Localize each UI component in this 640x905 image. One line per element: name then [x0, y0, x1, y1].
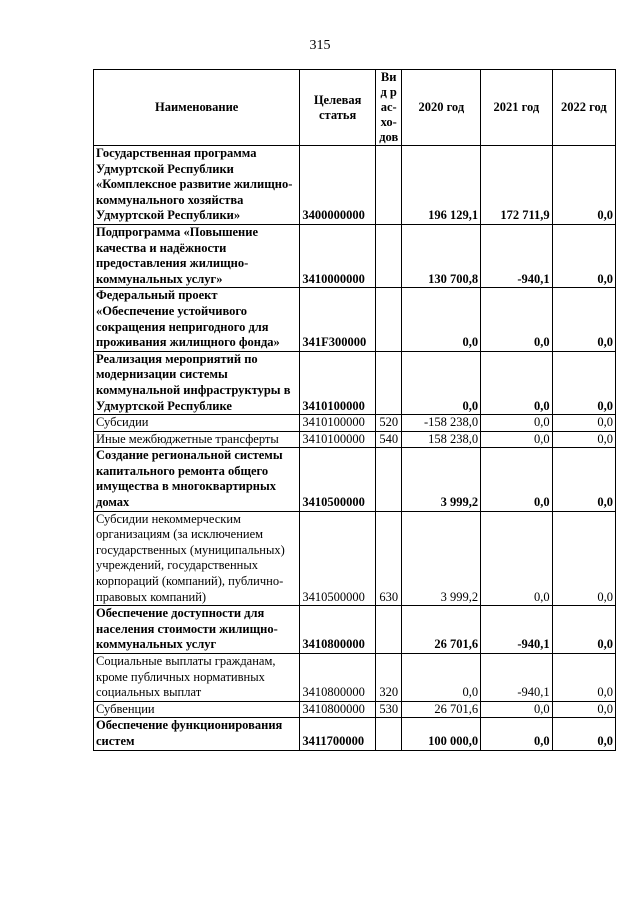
row-2021: -940,1: [481, 224, 553, 287]
row-name: Субсидии: [94, 415, 300, 432]
row-code: 3410500000: [300, 448, 376, 511]
row-2020: 0,0: [402, 288, 481, 351]
table-row: [94, 654, 616, 702]
row-2020: 196 129,1: [402, 146, 481, 225]
header-target-article: Целевая статья: [300, 70, 376, 146]
row-kind: [375, 448, 402, 511]
row-name: Обеспечение функционирования систем: [94, 718, 300, 750]
row-2020: 130 700,8: [402, 224, 481, 287]
row-kind: [375, 351, 402, 414]
table-row: [94, 431, 616, 448]
row-2021: -940,1: [481, 606, 553, 654]
row-2021: -940,1: [481, 654, 553, 702]
row-name: Обеспечение доступности для населения стоимости жилищно-коммунальных услуг: [94, 606, 300, 654]
row-2021: 0,0: [481, 431, 553, 448]
table-row: [94, 448, 616, 511]
row-code: 3410100000: [300, 351, 376, 414]
table-row: [94, 415, 616, 432]
row-kind: 520: [375, 415, 402, 432]
budget-table: [93, 69, 616, 751]
row-code: 3410000000: [300, 224, 376, 287]
row-name: Реализация мероприятий по модернизации системы коммунальной инфраструктуры в Удмуртской Республике: [94, 351, 300, 414]
row-kind: 320: [375, 654, 402, 702]
table-row: [94, 606, 616, 654]
row-name: Подпрограмма «Повышение качества и надёжности предоставления жилищно-коммунальных услуг»: [94, 224, 300, 287]
header-2020: 2020 год: [402, 70, 481, 146]
row-2022: 0,0: [552, 511, 615, 606]
row-kind: [375, 718, 402, 750]
row-2022: 0,0: [552, 146, 615, 225]
table-row: [94, 146, 616, 225]
page-number: 315: [309, 38, 331, 53]
row-2021: 0,0: [481, 415, 553, 432]
header-2021: 2021 год: [481, 70, 553, 146]
row-2021: 0,0: [481, 701, 553, 718]
row-2022: 0,0: [552, 351, 615, 414]
row-2022: 0,0: [552, 701, 615, 718]
row-kind: 530: [375, 701, 402, 718]
row-2022: 0,0: [552, 431, 615, 448]
row-kind: [375, 146, 402, 225]
row-name: Государственная программа Удмуртской Республики «Комплексное развитие жилищно-коммунального хозяйства Удмуртской Республики»: [94, 146, 300, 225]
row-2020: 0,0: [402, 654, 481, 702]
row-2022: 0,0: [552, 606, 615, 654]
row-2020: 26 701,6: [402, 701, 481, 718]
row-2020: 158 238,0: [402, 431, 481, 448]
row-2021: 0,0: [481, 718, 553, 750]
row-2020: 100 000,0: [402, 718, 481, 750]
table-row: [94, 718, 616, 750]
row-name: Федеральный проект «Обеспечение устойчивого сокращения непригодного для проживания жилищного фонда»: [94, 288, 300, 351]
row-name: Субвенции: [94, 701, 300, 718]
table-row: [94, 701, 616, 718]
row-2020: 3 999,2: [402, 511, 481, 606]
row-kind: 540: [375, 431, 402, 448]
row-name: Создание региональной системы капитального ремонта общего имущества в многоквартирных домах: [94, 448, 300, 511]
row-2022: 0,0: [552, 718, 615, 750]
row-kind: [375, 224, 402, 287]
row-kind: 630: [375, 511, 402, 606]
row-2020: 26 701,6: [402, 606, 481, 654]
row-kind: [375, 288, 402, 351]
row-code: 3410100000: [300, 431, 376, 448]
row-code: 3410800000: [300, 654, 376, 702]
row-2021: 0,0: [481, 511, 553, 606]
row-name: Социальные выплаты гражданам, кроме публичных нормативных социальных выплат: [94, 654, 300, 702]
header-name: Наименование: [94, 70, 300, 146]
row-2021: 0,0: [481, 448, 553, 511]
row-code: 3410100000: [300, 415, 376, 432]
row-2022: 0,0: [552, 415, 615, 432]
row-2021: 0,0: [481, 288, 553, 351]
header-expense-type: Вид рас-хо-дов: [375, 70, 402, 146]
row-2021: 172 711,9: [481, 146, 553, 225]
row-name: Субсидии некоммерческим организациям (за исключением государственных (муниципальных) учреждений, государственных корпораций (компаний), публично-правовых компаний): [94, 511, 300, 606]
row-code: 3410800000: [300, 606, 376, 654]
row-2020: 3 999,2: [402, 448, 481, 511]
table-row: [94, 288, 616, 351]
table-row: [94, 511, 616, 606]
row-code: 341F300000: [300, 288, 376, 351]
row-name: Иные межбюджетные трансферты: [94, 431, 300, 448]
row-2022: 0,0: [552, 288, 615, 351]
table-row: [94, 351, 616, 414]
row-code: 3411700000: [300, 718, 376, 750]
row-2022: 0,0: [552, 448, 615, 511]
row-2022: 0,0: [552, 224, 615, 287]
header-2022: 2022 год: [552, 70, 615, 146]
row-2021: 0,0: [481, 351, 553, 414]
row-2020: -158 238,0: [402, 415, 481, 432]
row-code: 3410800000: [300, 701, 376, 718]
row-2022: 0,0: [552, 654, 615, 702]
table-row: [94, 224, 616, 287]
row-2020: 0,0: [402, 351, 481, 414]
row-kind: [375, 606, 402, 654]
row-code: 3400000000: [300, 146, 376, 225]
row-code: 3410500000: [300, 511, 376, 606]
